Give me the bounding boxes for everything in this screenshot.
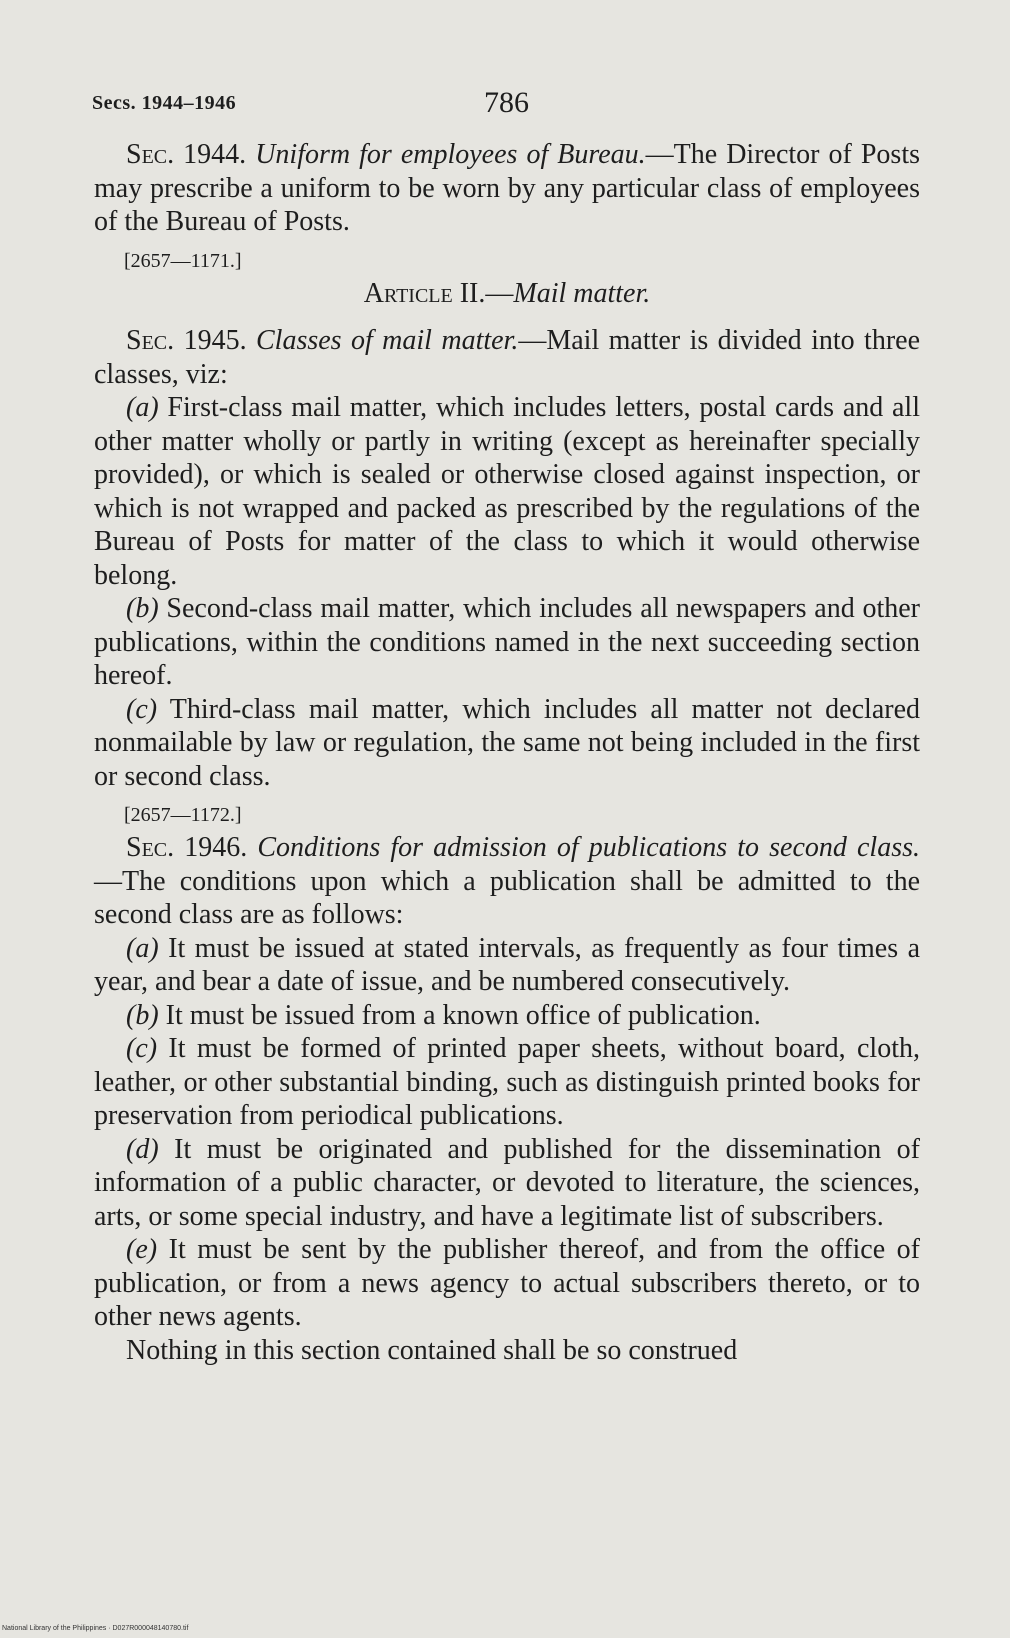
clause-text: It must be issued from a known office of publication. bbox=[158, 999, 761, 1031]
article-heading bbox=[94, 277, 920, 311]
clause-text: It must be sent by the publisher thereof, and from the office of publication, or from a news agency to actual subscribers thereto, or to other news agents. bbox=[94, 1234, 920, 1332]
section-text: —The conditions upon which a publication shall be admitted to the second class are as follows: bbox=[94, 865, 920, 930]
clause-marker: (d) bbox=[126, 1133, 159, 1165]
section-number: 1944. bbox=[183, 139, 247, 170]
clause bbox=[94, 391, 920, 592]
clause-text: It must be originated and published for the dissemination of information of a public character, or devoted to literature, the sciences, arts, or some special industry, and have a legitimate list of subscribers. bbox=[94, 1133, 920, 1232]
clause-marker: (e) bbox=[126, 1234, 158, 1265]
section-label: Sec. bbox=[126, 325, 175, 356]
clause-marker: (c) bbox=[126, 693, 158, 725]
archive-footer: National Library of the Philippines · D027R000048140780.tif bbox=[2, 1625, 189, 1632]
clause-text: Third-class mail matter, which includes all matter not declared nonmailable by law or regulation, the same not being included in the first or second class. bbox=[94, 693, 920, 792]
section-1946 bbox=[94, 831, 920, 932]
clause-marker: (b) bbox=[126, 593, 159, 624]
page-header bbox=[92, 86, 922, 126]
section-number: 1945. bbox=[183, 325, 247, 356]
clause-text: It must be issued at stated intervals, as frequently as four times a year, and bear a date of issue, and be numbered consecutively. bbox=[94, 932, 920, 997]
section-label: Sec. bbox=[126, 832, 175, 863]
clause-text: First-class mail matter, which includes letters, postal cards and all other matter wholly or partly in writing (except as hereinafter specially provided), or which is sealed or otherwise closed against inspection, or which is not wrapped and packed as prescribed by the regulations of the Bureau of Posts for matter of the class to which it would otherwise belong. bbox=[94, 392, 920, 591]
clause bbox=[94, 1032, 920, 1133]
clause-marker: (a) bbox=[126, 932, 159, 964]
clause bbox=[94, 1233, 920, 1334]
closing-paragraph: Nothing in this section contained shall be so construed bbox=[126, 1334, 738, 1366]
running-head: Secs. 1944–1946 bbox=[92, 92, 237, 114]
section-1945 bbox=[94, 324, 920, 391]
article-numeral: II.— bbox=[459, 277, 514, 309]
section-label: Sec. bbox=[126, 139, 175, 170]
page-body bbox=[94, 138, 920, 1367]
section-text: —The Director of Posts may prescribe a uniform to be worn by any particular class of employees of the Bureau of Posts. bbox=[94, 139, 921, 237]
section-heading: Uniform for employees of Bureau. bbox=[255, 139, 646, 170]
article-label: Article bbox=[363, 277, 453, 309]
section-text: —Mail matter is divided into three classes, viz: bbox=[94, 325, 921, 390]
article-title: Mail matter. bbox=[513, 277, 651, 309]
clause bbox=[94, 592, 920, 693]
clause-marker: (a) bbox=[126, 392, 159, 423]
section-heading: Classes of mail matter. bbox=[255, 325, 519, 356]
section-number: 1946. bbox=[184, 832, 248, 863]
reference-note: [2657—1171.] bbox=[124, 249, 242, 272]
clause-marker: (c) bbox=[126, 1033, 158, 1064]
clause bbox=[94, 932, 920, 999]
clause-text: It must be formed of printed paper sheets, without board, cloth, leather, or other substantial binding, such as distinguish printed books for preservation from periodical publications. bbox=[94, 1033, 920, 1131]
clause bbox=[94, 693, 920, 794]
clause bbox=[94, 1133, 920, 1234]
section-1944 bbox=[94, 138, 920, 239]
section-heading: Conditions for admission of publications to second class. bbox=[257, 832, 920, 863]
reference-note: [2657—1172.] bbox=[124, 804, 242, 826]
page-number: 786 bbox=[484, 86, 529, 119]
clause bbox=[94, 999, 920, 1033]
clause-text: Second-class mail matter, which includes all newspapers and other publications, within the conditions named in the next succeeding section hereof. bbox=[94, 593, 920, 691]
clause-marker: (b) bbox=[126, 999, 159, 1031]
